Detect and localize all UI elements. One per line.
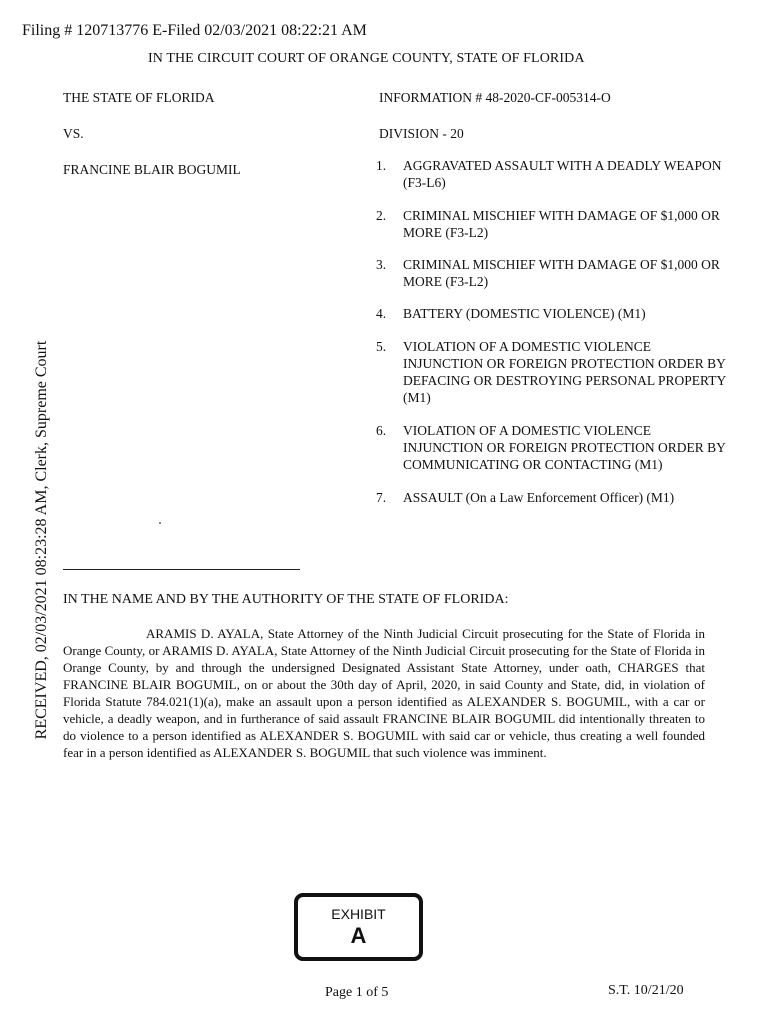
charge-number: 6.: [376, 423, 387, 438]
received-stamp: RECEIVED, 02/03/2021 08:23:28 AM, Clerk, Supreme Court: [33, 340, 50, 740]
exhibit-sticker: [294, 893, 423, 961]
versus-label: VS.: [63, 126, 84, 141]
charge-text: AGGRAVATED ASSAULT WITH A DEADLY WEAPON (F3-L6): [403, 158, 722, 190]
exhibit-letter: A: [350, 923, 367, 948]
charge-text: BATTERY (DOMESTIC VIOLENCE) (M1): [403, 306, 646, 321]
charge-text: VIOLATION OF A DOMESTIC VIOLENCE INJUNCTION OR FOREIGN PROTECTION ORDER BY COMMUNICATING OR CONTACTING (M1): [403, 423, 726, 472]
charge-item: [376, 489, 726, 506]
page-number: Page 1 of 5: [325, 985, 389, 1000]
information-number: INFORMATION # 48-2020-CF-005314-O: [379, 90, 611, 105]
charge-item: [376, 207, 726, 241]
charge-number: 5.: [376, 339, 387, 354]
charge-item: [376, 256, 726, 290]
charge-item: [376, 157, 726, 191]
charge-text: CRIMINAL MISCHIEF WITH DAMAGE OF $1,000 OR MORE (F3-L2): [403, 257, 720, 289]
divider-line: [63, 569, 300, 570]
st-code: S.T. 10/21/20: [608, 983, 684, 998]
scan-speck: [159, 522, 161, 524]
charge-text: CRIMINAL MISCHIEF WITH DAMAGE OF $1,000 OR MORE (F3-L2): [403, 208, 720, 240]
charge-number: 7.: [376, 490, 387, 505]
charge-item: [376, 305, 726, 322]
authority-heading: IN THE NAME AND BY THE AUTHORITY OF THE STATE OF FLORIDA:: [63, 592, 509, 607]
division-label: DIVISION - 20: [379, 126, 464, 141]
charge-number: 1.: [376, 158, 387, 173]
plaintiff-name: THE STATE OF FLORIDA: [63, 90, 215, 105]
exhibit-label: EXHIBIT: [331, 906, 386, 922]
defendant-name: FRANCINE BLAIR BOGUMIL: [63, 162, 241, 177]
charge-number: 3.: [376, 257, 387, 272]
charge-paragraph: ARAMIS D. AYALA, State Attorney of the Ninth Judicial Circuit prosecuting for the State of Florida in Orange County, or ARAMIS D. AYALA, State Attorney of the Ninth Judicial Circuit prosecuting for the State of Florida in Orange County, by and through the undersigned Designated Assistant State Attorney, under oath, CHARGES that FRANCINE BLAIR BOGUMIL, on or about the 30th day of April, 2020, in said County and State, did, in violation of Florida Statute 784.021(1)(a), make an assault upon a person identified as ALEXANDER S. BOGUMIL, with a car or vehicle, a deadly weapon, and in furtherance of said assault FRANCINE BLAIR BOGUMIL did intentionally threaten to do violence to a person identified as ALEXANDER S. BOGUMIL with said car or vehicle, thus creating a well founded fear in a person identified as ALEXANDER S. BOGUMIL that such violence was imminent.: [63, 626, 705, 760]
charges-list: [376, 157, 726, 506]
charge-item: [376, 338, 726, 406]
court-heading: IN THE CIRCUIT COURT OF ORANGE COUNTY, STATE OF FLORIDA: [148, 51, 585, 66]
filing-header: Filing # 120713776 E-Filed 02/03/2021 08:22:21 AM: [22, 22, 367, 39]
charge-number: 2.: [376, 208, 387, 223]
charge-text: ASSAULT (On a Law Enforcement Officer) (M1): [403, 490, 675, 505]
charge-text: VIOLATION OF A DOMESTIC VIOLENCE INJUNCTION OR FOREIGN PROTECTION ORDER BY DEFACING OR DESTROYING PERSONAL PROPERTY (M1): [403, 339, 726, 405]
charge-item: [376, 422, 726, 473]
charge-number: 4.: [376, 306, 387, 321]
